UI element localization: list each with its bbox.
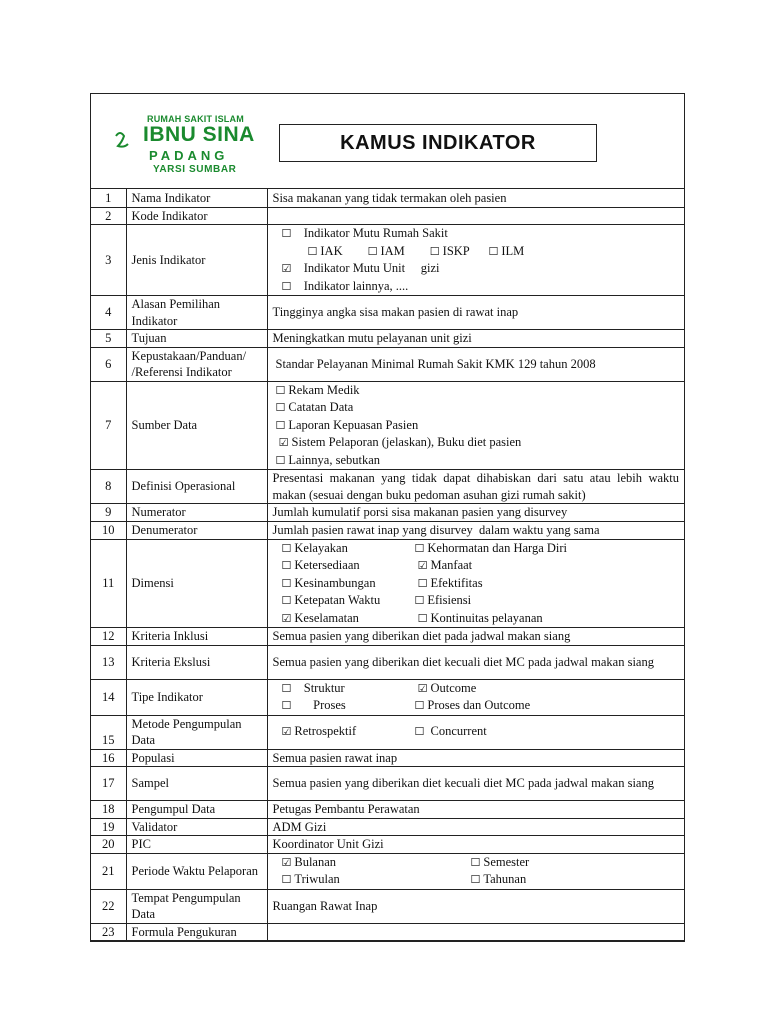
table-row — [91, 889, 684, 923]
table-row — [91, 470, 684, 504]
checked-checkbox-icon: ☑ — [278, 436, 289, 449]
option-label: Kontinuitas pelayanan — [430, 610, 543, 625]
row-value — [267, 539, 684, 628]
option-mutu-rs — [282, 225, 680, 243]
row-label: Definisi Operasional — [126, 470, 267, 504]
row-label: Kode Indikator — [126, 207, 267, 225]
row-number: 12 — [91, 628, 126, 646]
option-label: Retrospektif — [294, 724, 357, 739]
row-label: Periode Waktu Pelaporan — [126, 853, 267, 889]
row-number: 8 — [91, 470, 126, 504]
table-row — [91, 225, 684, 296]
checkbox-icon: ☐ — [275, 401, 286, 414]
period-grid — [282, 854, 680, 889]
checkbox-icon: ☐ — [307, 244, 318, 258]
row-value: Ruangan Rawat Inap — [267, 889, 684, 923]
checkbox-icon: ☐ — [281, 681, 292, 695]
hospital-foundation: YARSI SUMBAR — [153, 164, 237, 175]
row-number: 6 — [91, 347, 126, 381]
type-outcome — [415, 680, 680, 698]
period-semester — [471, 854, 680, 872]
option-label: IAK — [320, 243, 343, 258]
table-row — [91, 801, 684, 819]
option-label: Bulanan — [294, 854, 337, 869]
checkbox-icon: ☐ — [417, 576, 428, 590]
option-label: Efisiensi — [427, 593, 472, 607]
hospital-name: IBNU SINA — [143, 123, 255, 146]
row-value: Standar Pelayanan Minimal Rumah Sakit KMK 129 tahun 2008 — [267, 347, 684, 381]
table-row — [91, 836, 684, 854]
table-row — [91, 207, 684, 225]
option-label: Keselamatan — [294, 610, 359, 625]
row-number: 11 — [91, 539, 126, 628]
row-value: Semua pasien yang diberikan diet kecuali diet MC pada jadwal makan siang — [267, 645, 684, 679]
row-value: Jumlah kumulatif porsi sisa makanan pasien yang disurvey — [267, 504, 684, 522]
row-number: 1 — [91, 189, 126, 207]
period-bulanan — [282, 854, 471, 872]
table-row — [91, 628, 684, 646]
table-row — [91, 189, 684, 207]
row-value: Koordinator Unit Gizi — [267, 836, 684, 854]
row-value: Semua pasien yang diberikan diet pada jadwal makan siang — [267, 628, 684, 646]
option-label: Semester — [483, 854, 530, 869]
checkbox-icon: ☐ — [414, 699, 425, 712]
row-value — [267, 381, 684, 470]
indicator-document — [90, 93, 685, 942]
table-row — [91, 715, 684, 749]
hospital-city: PADANG — [149, 148, 229, 163]
row-label: Metode Pengumpulan Data — [126, 715, 267, 749]
checked-checkbox-icon: ☑ — [281, 611, 292, 625]
table-row — [91, 330, 684, 348]
option-label: Triwulan — [294, 872, 340, 886]
option-label: Rekam Medik — [288, 382, 360, 397]
table-row — [91, 679, 684, 715]
row-value — [267, 207, 684, 225]
option-label: Sistem Pelaporan (jelaskan), Buku diet pasien — [291, 435, 522, 449]
option-label: Indikator Mutu Unit gizi — [303, 261, 440, 275]
method-grid — [282, 723, 680, 741]
option-label: Kelayakan — [294, 540, 348, 555]
row-label: Kriteria Ekslusi — [126, 645, 267, 679]
row-label: Tempat Pengumpulan Data — [126, 889, 267, 923]
period-triwulan — [282, 871, 471, 889]
option-label: Ketersediaan — [294, 558, 360, 572]
option-label: Concurrent — [430, 724, 487, 739]
table-row — [91, 818, 684, 836]
document-header — [91, 94, 684, 189]
row-value — [267, 923, 684, 941]
checkbox-icon: ☐ — [281, 576, 292, 590]
checkbox-icon: ☐ — [414, 725, 425, 739]
row-label: Denumerator — [126, 521, 267, 539]
table-row — [91, 504, 684, 522]
option-label: Indikator Mutu Rumah Sakit — [303, 226, 448, 240]
option-label: Proses — [313, 698, 346, 712]
row-value — [267, 853, 684, 889]
option-label: IAM — [380, 243, 405, 258]
checkbox-icon: ☐ — [281, 227, 292, 240]
option-label: Catatan Data — [288, 400, 354, 414]
dimension-left — [282, 575, 415, 593]
dimension-left — [282, 610, 415, 628]
row-value: Semua pasien yang diberikan diet kecuali diet MC pada jadwal makan siang — [267, 767, 684, 801]
checkbox-icon: ☐ — [281, 873, 292, 886]
row-label: Formula Pengukuran — [126, 923, 267, 941]
option-label: Laporan Kepuasan Pasien — [288, 417, 419, 432]
dimension-right — [415, 610, 680, 628]
row-value — [267, 715, 684, 749]
checkbox-icon: ☐ — [470, 873, 481, 886]
row-number: 4 — [91, 296, 126, 330]
row-value: Meningkatkan mutu pelayanan unit gizi — [267, 330, 684, 348]
row-label: Tipe Indikator — [126, 679, 267, 715]
option-label: Indikator lainnya, .... — [303, 278, 409, 293]
row-number: 10 — [91, 521, 126, 539]
row-label: Validator — [126, 818, 267, 836]
row-number: 20 — [91, 836, 126, 854]
row-value: Presentasi makanan yang tidak dapat dihabiskan dari satu atau lebih waktu makan (sesuai dengan buku pedoman asuhan gizi rumah sakit) — [267, 470, 684, 504]
type-struktur — [282, 680, 415, 698]
type-proses-outcome — [415, 697, 680, 715]
row-value: ADM Gizi — [267, 818, 684, 836]
table-row — [91, 645, 684, 679]
hospital-type: RUMAH SAKIT ISLAM — [147, 114, 244, 124]
table-row — [91, 853, 684, 889]
row-value: Tingginya angka sisa makan pasien di rawat inap — [267, 296, 684, 330]
table-row — [91, 521, 684, 539]
crescent-logo-icon — [103, 118, 143, 166]
dimension-right — [415, 557, 680, 575]
checkbox-icon: ☐ — [470, 855, 481, 869]
checkbox-icon: ☐ — [414, 541, 425, 555]
checked-checkbox-icon: ☑ — [281, 725, 292, 739]
source-rekam-medik — [276, 382, 680, 400]
row-label: Numerator — [126, 504, 267, 522]
row-label: Alasan Pemilihan Indikator — [126, 296, 267, 330]
dimension-right — [415, 540, 680, 558]
option-label: Manfaat — [430, 558, 473, 572]
table-row — [91, 347, 684, 381]
row-label: Dimensi — [126, 539, 267, 628]
option-label: ILM — [501, 243, 525, 258]
row-label: Kriteria Inklusi — [126, 628, 267, 646]
row-label: Jenis Indikator — [126, 225, 267, 296]
row-number: 19 — [91, 818, 126, 836]
hospital-logo — [103, 108, 253, 178]
dimension-left — [282, 540, 415, 558]
option-label: Lainnya, sebutkan — [288, 452, 381, 467]
source-laporan — [276, 417, 680, 435]
row-number: 18 — [91, 801, 126, 819]
row-value: Jumlah pasien rawat inap yang disurvey dalam waktu yang sama — [267, 521, 684, 539]
row-label: Populasi — [126, 749, 267, 767]
checkbox-icon: ☐ — [275, 453, 286, 467]
option-mutu-unit — [282, 260, 680, 278]
table-row — [91, 539, 684, 628]
period-tahunan — [471, 871, 680, 889]
row-value — [267, 225, 684, 296]
checkbox-icon: ☐ — [488, 244, 499, 258]
option-label: Struktur — [303, 680, 345, 695]
checkbox-icon: ☐ — [281, 541, 292, 555]
row-label: Kepustakaan/Panduan/ /Referensi Indikator — [126, 347, 267, 381]
row-number: 23 — [91, 923, 126, 941]
option-label: Efektifitas — [430, 575, 483, 590]
sub-options — [282, 243, 680, 261]
dimension-right — [415, 575, 680, 593]
row-number: 13 — [91, 645, 126, 679]
row-value: Semua pasien rawat inap — [267, 749, 684, 767]
source-sistem-pelaporan — [276, 434, 680, 452]
checkbox-icon: ☐ — [429, 244, 440, 258]
option-label: ISKP — [442, 243, 470, 258]
row-number: 2 — [91, 207, 126, 225]
option-label: Ketepatan Waktu — [294, 593, 381, 607]
row-label: PIC — [126, 836, 267, 854]
row-number: 22 — [91, 889, 126, 923]
checkbox-icon: ☐ — [417, 611, 428, 625]
option-lainnya — [282, 278, 680, 296]
row-number: 3 — [91, 225, 126, 296]
checkbox-icon: ☐ — [281, 279, 292, 293]
option-label: Tahunan — [483, 872, 527, 886]
row-value — [267, 679, 684, 715]
table-row — [91, 767, 684, 801]
dimension-right — [415, 592, 680, 610]
checkbox-icon: ☐ — [367, 244, 378, 258]
row-label: Sumber Data — [126, 381, 267, 470]
checked-checkbox-icon: ☑ — [281, 855, 292, 869]
checkbox-icon: ☐ — [281, 594, 292, 607]
method-concurrent — [415, 723, 680, 741]
row-number: 7 — [91, 381, 126, 470]
checkbox-icon: ☐ — [281, 699, 292, 712]
checkbox-icon: ☐ — [275, 418, 286, 432]
row-value: Sisa makanan yang tidak termakan oleh pasien — [267, 189, 684, 207]
indicator-table — [91, 189, 684, 941]
row-number: 9 — [91, 504, 126, 522]
row-number: 17 — [91, 767, 126, 801]
table-row — [91, 923, 684, 941]
row-number: 21 — [91, 853, 126, 889]
document-title: KAMUS INDIKATOR — [279, 124, 597, 162]
row-label: Nama Indikator — [126, 189, 267, 207]
checked-checkbox-icon: ☑ — [417, 559, 428, 572]
row-number: 5 — [91, 330, 126, 348]
checkbox-icon: ☐ — [414, 594, 425, 607]
dimension-left — [282, 557, 415, 575]
source-catatan-data — [276, 399, 680, 417]
row-label: Sampel — [126, 767, 267, 801]
option-label: Kesinambungan — [294, 575, 376, 590]
option-label: Proses dan Outcome — [427, 698, 531, 712]
checked-checkbox-icon: ☑ — [281, 262, 292, 275]
row-number: 16 — [91, 749, 126, 767]
type-proses — [282, 697, 415, 715]
table-row — [91, 296, 684, 330]
table-row — [91, 749, 684, 767]
row-label: Tujuan — [126, 330, 267, 348]
checked-checkbox-icon: ☑ — [417, 681, 428, 695]
checkbox-icon: ☐ — [281, 559, 292, 572]
dimension-left — [282, 592, 415, 610]
method-retrospektif — [282, 723, 415, 741]
source-lainnya — [276, 452, 680, 470]
row-label: Pengumpul Data — [126, 801, 267, 819]
row-number: 15 — [91, 715, 126, 749]
checkbox-icon: ☐ — [275, 383, 286, 397]
row-number: 14 — [91, 679, 126, 715]
dimension-grid — [282, 540, 680, 628]
table-row — [91, 381, 684, 470]
type-grid — [282, 680, 680, 715]
option-label: Outcome — [430, 680, 477, 695]
option-label: Kehormatan dan Harga Diri — [427, 540, 568, 555]
row-value: Petugas Pembantu Perawatan — [267, 801, 684, 819]
